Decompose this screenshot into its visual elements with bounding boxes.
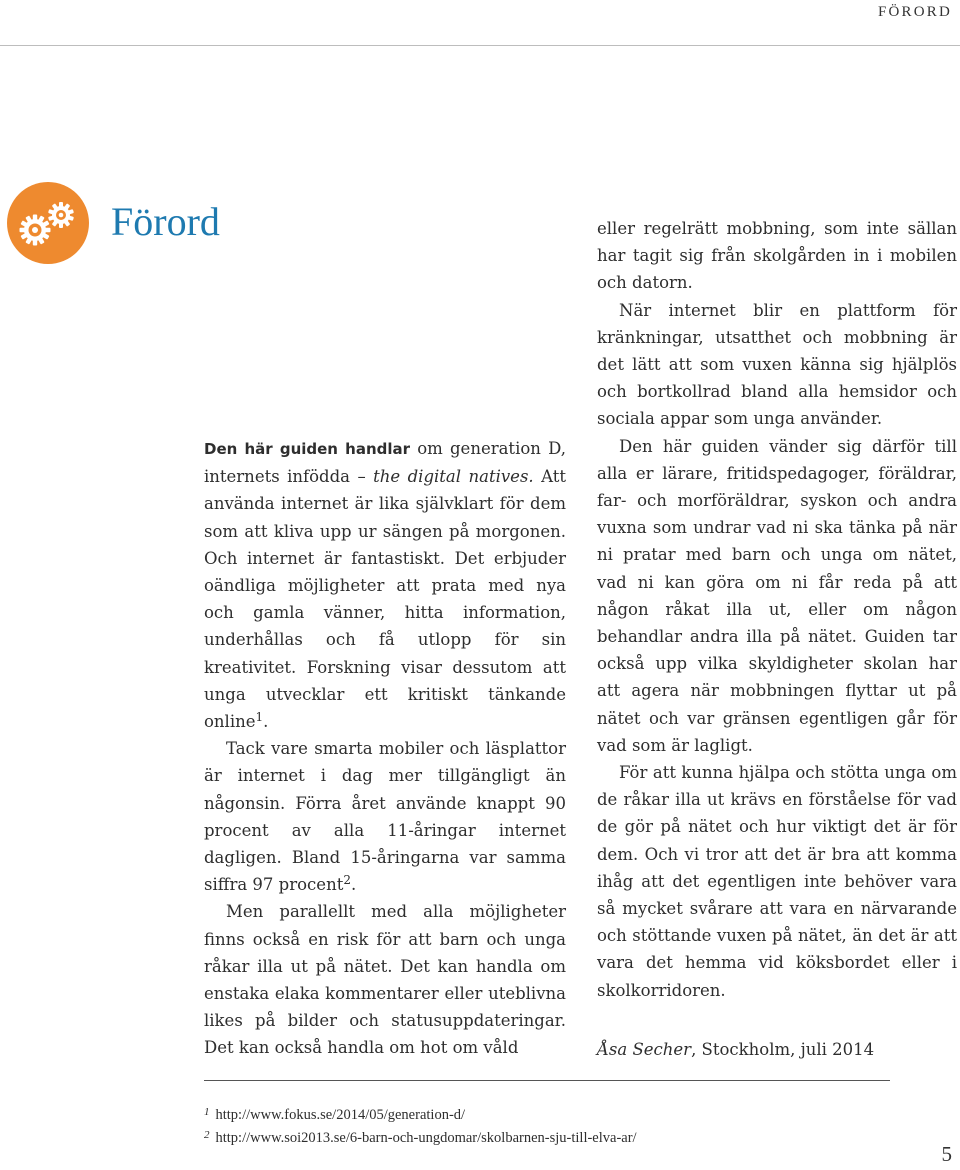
running-head: FÖRORD [877, 4, 952, 20]
footnote-ref-1[interactable]: 1 [255, 710, 264, 725]
paragraph-audience: Den här guiden vänder sig därför till alla er lärare, fritidspedagoger, föräldrar, far- och morföräldrar, syskon och andra vuxna som undrar vad ni ska tänka på när ni pratar med barn och unga om nätet, vad ni kan göra om ni får reda på att någon råkat illa ut, eller om någon behandlar andra illa på nätet. Guiden tar också upp vilka skyldigheter skolan har att agera när mobbningen flyttar ut på nätet och var gränsen egentligen går för vad som är lagligt. [597, 436, 957, 755]
footnote-2 [204, 1125, 637, 1148]
paragraph-access [204, 735, 566, 898]
paragraph-text: Tack vare smarta mobiler och läsplattor är internet i dag mer tillgängligt än någonsin. Förra året använde knappt 90 procent av alla 11-åringar internet dagligen. Bland 15-åringarna var samma siffra 97 procent [204, 739, 566, 895]
paragraph-text: . [263, 712, 269, 732]
page-number: 5 [941, 1142, 952, 1166]
footnote-ref-2[interactable]: 2 [343, 873, 351, 888]
footnote-1 [204, 1102, 637, 1125]
signature [597, 1036, 874, 1063]
place-date: , Stockholm, juli 2014 [691, 1040, 875, 1059]
footnote-divider [204, 1080, 890, 1081]
header-divider [0, 45, 960, 46]
chapter-badge [7, 182, 89, 264]
chapter-title: Förord [111, 199, 220, 244]
paragraph-risks: Men parallellt med alla möjligheter finns också en risk för att barn och unga råkar illa ut på nätet. Det kan handla om enstaka elaka kommentarer eller uteblivna likes på bilder och statusuppdateringar. Det kan också handla om hot om våld [204, 902, 566, 1058]
lead-in: Den här guiden handlar [204, 440, 411, 458]
gears-icon [7, 182, 89, 264]
footnote-number: 2 [204, 1129, 210, 1141]
footnotes [204, 1102, 637, 1148]
paragraph-text: Att använda internet är lika självklart för dem som att kliva upp ur sängen på morgonen. Och internet är fantastiskt. Det erbjuder oändliga möjligheter att prata med nya och gamla vänner, hitta information, underhållas och få utlopp för sin kreativitet. Forskning visar dessutom att unga utvecklar ett kritiskt tänkande online [204, 467, 566, 732]
paragraph-continued: eller regelrätt mobbning, som inte sällan har tagit sig från skolgården in i mobilen och datorn. [597, 219, 957, 293]
paragraph-text: om generation D, internets infödda – [204, 439, 566, 487]
paragraph-support: För att kunna hjälpa och stötta unga om de råkar illa ut krävs en förståelse för vad de gör på nätet och hur viktigt det är för dem. Och vi tror att det är bra att komma ihåg att det egentligen inte behöver vara så mycket svårare att vara en närvarande och stöttande vuxen på nätet, än det är att vara det hemma vid köksbordet eller i skolkorridoren. [597, 763, 957, 1000]
author-name: Åsa Secher [597, 1040, 692, 1059]
right-column [597, 215, 957, 1004]
paragraph-text: . [350, 875, 357, 895]
emphasis-text: the digital natives. [373, 467, 534, 487]
footnote-number: 1 [204, 1106, 210, 1118]
paragraph-intro [204, 435, 566, 735]
left-column [204, 435, 566, 1062]
footnote-link[interactable]: http://www.fokus.se/2014/05/generation-d/ [215, 1107, 466, 1123]
paragraph-platform: När internet blir en plattform för kränkningar, utsatthet och mobbning är det lätt att som vuxen känna sig hjälplös och bortkollrad bland alla hemsidor och sociala appar som unga använder. [597, 300, 957, 429]
footnote-link[interactable]: http://www.soi2013.se/6-barn-och-ungdomar/skolbarnen-sju-till-elva-ar/ [215, 1130, 637, 1146]
